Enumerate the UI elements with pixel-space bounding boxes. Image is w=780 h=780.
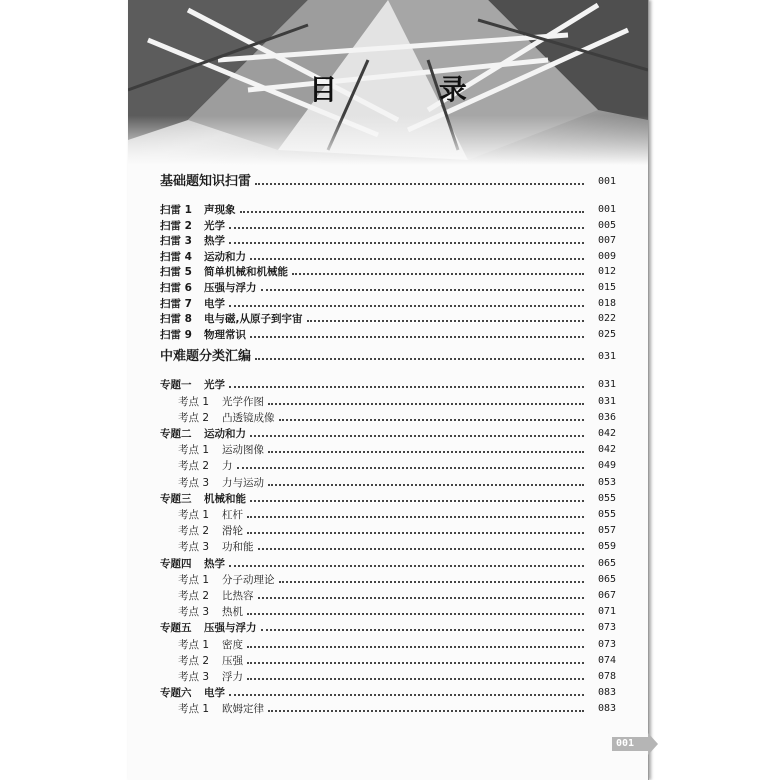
toc-entry-label: [160, 379, 227, 391]
toc-entry-label: [160, 235, 227, 247]
toc-entry-title: 力与运动: [222, 476, 264, 489]
toc-page-number: 012: [597, 266, 616, 278]
toc-page-number: 073: [597, 638, 616, 650]
dot-leader: [261, 629, 585, 631]
toc-entry-label: [160, 428, 248, 440]
toc-page-number: 083: [597, 687, 616, 699]
toc-entry-number: 考点 2: [178, 654, 210, 667]
toc-entry-number: 专题六: [160, 687, 192, 700]
toc-entry-title: 滑轮: [222, 525, 243, 538]
toc-entry-label: [178, 671, 245, 683]
toc-entry-label: [160, 351, 253, 363]
toc-entry-number: 扫雷 9: [160, 328, 192, 341]
toc-entry-label: [160, 622, 259, 634]
toc-entry-title: 光学: [204, 219, 225, 232]
toc-page-number: 059: [597, 541, 616, 553]
toc-page-number: 009: [597, 250, 616, 262]
toc-entry-number: 扫雷 6: [160, 282, 192, 294]
toc-entry-label: [160, 313, 305, 325]
toc-entry-label: [178, 639, 245, 651]
toc-entry-number: 考点 2: [178, 525, 210, 538]
toc-page-number: 001: [597, 204, 616, 215]
toc-entry-number: 扫雷 5: [160, 266, 192, 279]
toc-entry-title: 机械和能: [204, 492, 246, 505]
toc-subentry[interactable]: [178, 505, 616, 521]
toc-entry-number: 考点 3: [178, 541, 210, 554]
toc-entry-title: 基础题知识扫雷: [160, 174, 252, 189]
toc-entry-title: 光学作图: [222, 395, 264, 408]
toc-entry[interactable]: [160, 231, 616, 247]
toc-entry-title: 浮力: [222, 671, 243, 683]
toc-page-number: 049: [597, 460, 616, 472]
dot-leader: [250, 435, 584, 437]
toc-entry-title: 中难题分类汇编: [160, 349, 252, 365]
page-number-badge: 001: [612, 737, 648, 751]
toc-entry[interactable]: [160, 489, 616, 505]
toc-entry-title: 运动图像: [222, 444, 264, 457]
toc-entry[interactable]: [160, 618, 616, 634]
toc-entry-number: 考点 3: [178, 606, 210, 619]
toc-page-number: 071: [597, 606, 616, 618]
toc-entry-label: [160, 298, 227, 310]
toc-entry-label: [178, 509, 245, 521]
toc-entry-title: 比热容: [222, 590, 254, 602]
dot-leader: [229, 386, 584, 388]
toc-entry[interactable]: [160, 216, 616, 232]
toc-section-heading[interactable]: [160, 347, 616, 363]
toc-page-number: 055: [597, 492, 616, 504]
toc-entry-label: [178, 574, 277, 586]
toc-entry-number: 考点 1: [178, 573, 210, 586]
toc-entry-number: 扫雷 3: [160, 235, 192, 248]
toc-entry[interactable]: [160, 200, 616, 216]
dot-leader: [250, 258, 584, 260]
toc-entry-number: 考点 2: [178, 411, 210, 424]
toc-entry[interactable]: [160, 554, 616, 570]
toc-page-number: 083: [597, 703, 616, 715]
toc-entry-number: 考点 1: [178, 638, 210, 651]
toc-page-number: 067: [597, 590, 616, 601]
toc-entry-title: 功和能: [222, 541, 254, 554]
toc-page-number: 031: [597, 395, 616, 407]
toc-page-number: 025: [597, 328, 616, 340]
toc-page-number: 031: [597, 379, 616, 391]
toc-subentry[interactable]: [178, 473, 616, 489]
toc-entry[interactable]: [160, 325, 616, 341]
dot-leader: [279, 581, 585, 583]
dot-leader: [229, 694, 584, 696]
dot-leader: [258, 548, 585, 550]
toc-page-number: 053: [597, 476, 616, 488]
dot-leader: [255, 358, 584, 360]
dot-leader: [307, 320, 585, 322]
toc-entry-title: 热机: [222, 606, 243, 619]
toc-entry-title: 欧姆定律: [222, 703, 264, 716]
toc-page-number: 078: [597, 671, 616, 682]
toc-entry-number: 考点 2: [178, 590, 210, 602]
dot-leader: [240, 211, 585, 213]
toc-subentry[interactable]: [178, 651, 616, 667]
dot-leader: [247, 516, 584, 518]
toc-page-number: 015: [597, 282, 616, 293]
toc-entry-title: 凸透镜成像: [222, 411, 275, 424]
toc-entry-label: [178, 703, 266, 715]
dot-leader: [250, 336, 584, 338]
toc-entry[interactable]: [160, 424, 616, 440]
toc-entry-number: 扫雷 1: [160, 204, 192, 216]
toc-entry-label: [178, 541, 256, 553]
toc-entry[interactable]: [160, 262, 616, 278]
dot-leader: [292, 273, 584, 275]
toc-entry-label: [178, 477, 266, 489]
dot-leader: [237, 467, 585, 469]
toc-entry-title: 力: [222, 460, 233, 473]
dot-leader: [247, 532, 584, 534]
toc-subentry[interactable]: [178, 521, 616, 537]
dot-leader: [247, 662, 584, 664]
dot-leader: [261, 289, 585, 291]
toc-entry-title: 运动和力: [204, 428, 246, 440]
toc-page-number: 057: [597, 525, 616, 537]
toc-entry[interactable]: [160, 294, 616, 310]
toc-entry-label: [160, 558, 227, 570]
toc-entry-title: 声现象: [204, 204, 236, 216]
page-title: 目 录: [309, 73, 513, 106]
toc-page-number: 074: [597, 654, 616, 666]
dot-leader: [229, 305, 584, 307]
toc-entry-label: [178, 460, 235, 472]
toc-entry-number: 考点 1: [178, 395, 210, 408]
toc-entry-title: 压强与浮力: [204, 622, 257, 635]
toc-entry[interactable]: [160, 247, 616, 263]
toc-page-number: 031: [597, 351, 616, 363]
toc-entry-title: 压强与浮力: [204, 282, 257, 294]
toc-entry-title: 热学: [204, 557, 225, 570]
dot-leader: [258, 597, 585, 599]
toc-entry-number: 扫雷 4: [160, 250, 192, 263]
toc-entry-label: [160, 493, 248, 505]
toc-entry-label: [178, 444, 266, 456]
toc-section-heading[interactable]: [160, 172, 616, 188]
toc-entry[interactable]: [160, 309, 616, 325]
dot-leader: [247, 646, 584, 648]
dot-leader: [255, 183, 584, 185]
dot-leader: [279, 419, 585, 421]
toc-entry-label: [160, 266, 290, 278]
toc-subentry[interactable]: [178, 699, 616, 715]
toc-entry-label: [160, 176, 253, 188]
toc-subentry[interactable]: [178, 586, 616, 602]
toc-entry[interactable]: [160, 683, 616, 699]
toc-entry-number: 扫雷 2: [160, 219, 192, 232]
toc-entry-number: 专题一: [160, 379, 192, 392]
toc-entry-title: 电与磁,从原子到宇宙: [204, 313, 303, 326]
toc-entry-number: 专题四: [160, 557, 192, 570]
toc-subentry[interactable]: [178, 456, 616, 472]
toc-entry-number: 扫雷 7: [160, 297, 192, 310]
dot-leader: [229, 565, 584, 567]
toc-entry-number: 考点 1: [178, 703, 210, 716]
toc-entry-label: [178, 412, 277, 424]
toc-subentry[interactable]: [178, 408, 616, 424]
dot-leader: [247, 613, 584, 615]
toc-entry-number: 考点 1: [178, 509, 210, 521]
toc-entry-label: [160, 204, 238, 216]
toc-entry-number: 考点 2: [178, 460, 210, 473]
toc-page-number: 055: [597, 509, 616, 520]
dot-leader: [268, 710, 584, 712]
dot-leader: [229, 242, 584, 244]
toc-page-number: 073: [597, 622, 616, 634]
toc-page-number: 042: [597, 428, 616, 439]
toc-page-number: 022: [597, 313, 616, 325]
toc-entry-label: [160, 251, 248, 263]
toc-entry-title: 物理常识: [204, 328, 246, 341]
toc-subentry[interactable]: [178, 570, 616, 586]
toc-entry-title: 密度: [222, 638, 243, 651]
toc-entry-label: [178, 606, 245, 618]
toc-entry-title: 热学: [204, 235, 225, 248]
toc-subentry[interactable]: [178, 392, 616, 408]
toc-entry-number: 专题二: [160, 428, 192, 440]
toc-page-number: 001: [597, 176, 616, 187]
toc-entry-label: [178, 590, 256, 602]
toc-entry-label: [160, 220, 227, 232]
toc-page-number: 018: [597, 297, 616, 309]
toc-entry-title: 简单机械和机械能: [204, 266, 288, 279]
dot-leader: [250, 500, 584, 502]
dot-leader: [268, 403, 584, 405]
toc-page-number: 065: [597, 557, 616, 569]
toc-page-number: 042: [597, 444, 616, 456]
toc-entry-number: 考点 3: [178, 671, 210, 683]
toc-page-number: 007: [597, 235, 616, 247]
toc-entry-number: 专题五: [160, 622, 192, 635]
toc-entry-title: 光学: [204, 379, 225, 392]
toc-entry-label: [160, 687, 227, 699]
toc-entry-number: 考点 1: [178, 444, 210, 457]
toc-subentry[interactable]: [178, 635, 616, 651]
toc-page-number: 005: [597, 219, 616, 231]
toc-entry-title: 运动和力: [204, 250, 246, 263]
toc-page-number: 036: [597, 411, 616, 423]
dot-leader: [268, 451, 584, 453]
toc-page-number: 065: [597, 573, 616, 585]
toc-entry-label: [160, 282, 259, 294]
toc-entry-title: 电学: [204, 297, 225, 310]
dot-leader: [229, 227, 584, 229]
toc-subentry[interactable]: [178, 537, 616, 553]
toc-entry-label: [178, 396, 266, 408]
toc-entry[interactable]: [160, 375, 616, 391]
toc-subentry[interactable]: [178, 602, 616, 618]
toc-entry-title: 杠杆: [222, 509, 243, 521]
toc-entry-number: 考点 3: [178, 476, 210, 489]
toc-subentry[interactable]: [178, 440, 616, 456]
toc-entry-label: [178, 525, 245, 537]
toc-entry-label: [178, 655, 245, 667]
dot-leader: [268, 484, 584, 486]
toc-subentry[interactable]: [178, 667, 616, 683]
dot-leader: [247, 678, 584, 680]
toc-entry-title: 分子动理论: [222, 573, 275, 586]
toc-entry-title: 电学: [204, 687, 225, 700]
toc-entry-title: 压强: [222, 654, 243, 667]
toc-entry-label: [160, 329, 248, 341]
toc-entry-number: 专题三: [160, 492, 192, 505]
toc-entry-number: 扫雷 8: [160, 313, 192, 326]
toc-entry[interactable]: [160, 278, 616, 294]
